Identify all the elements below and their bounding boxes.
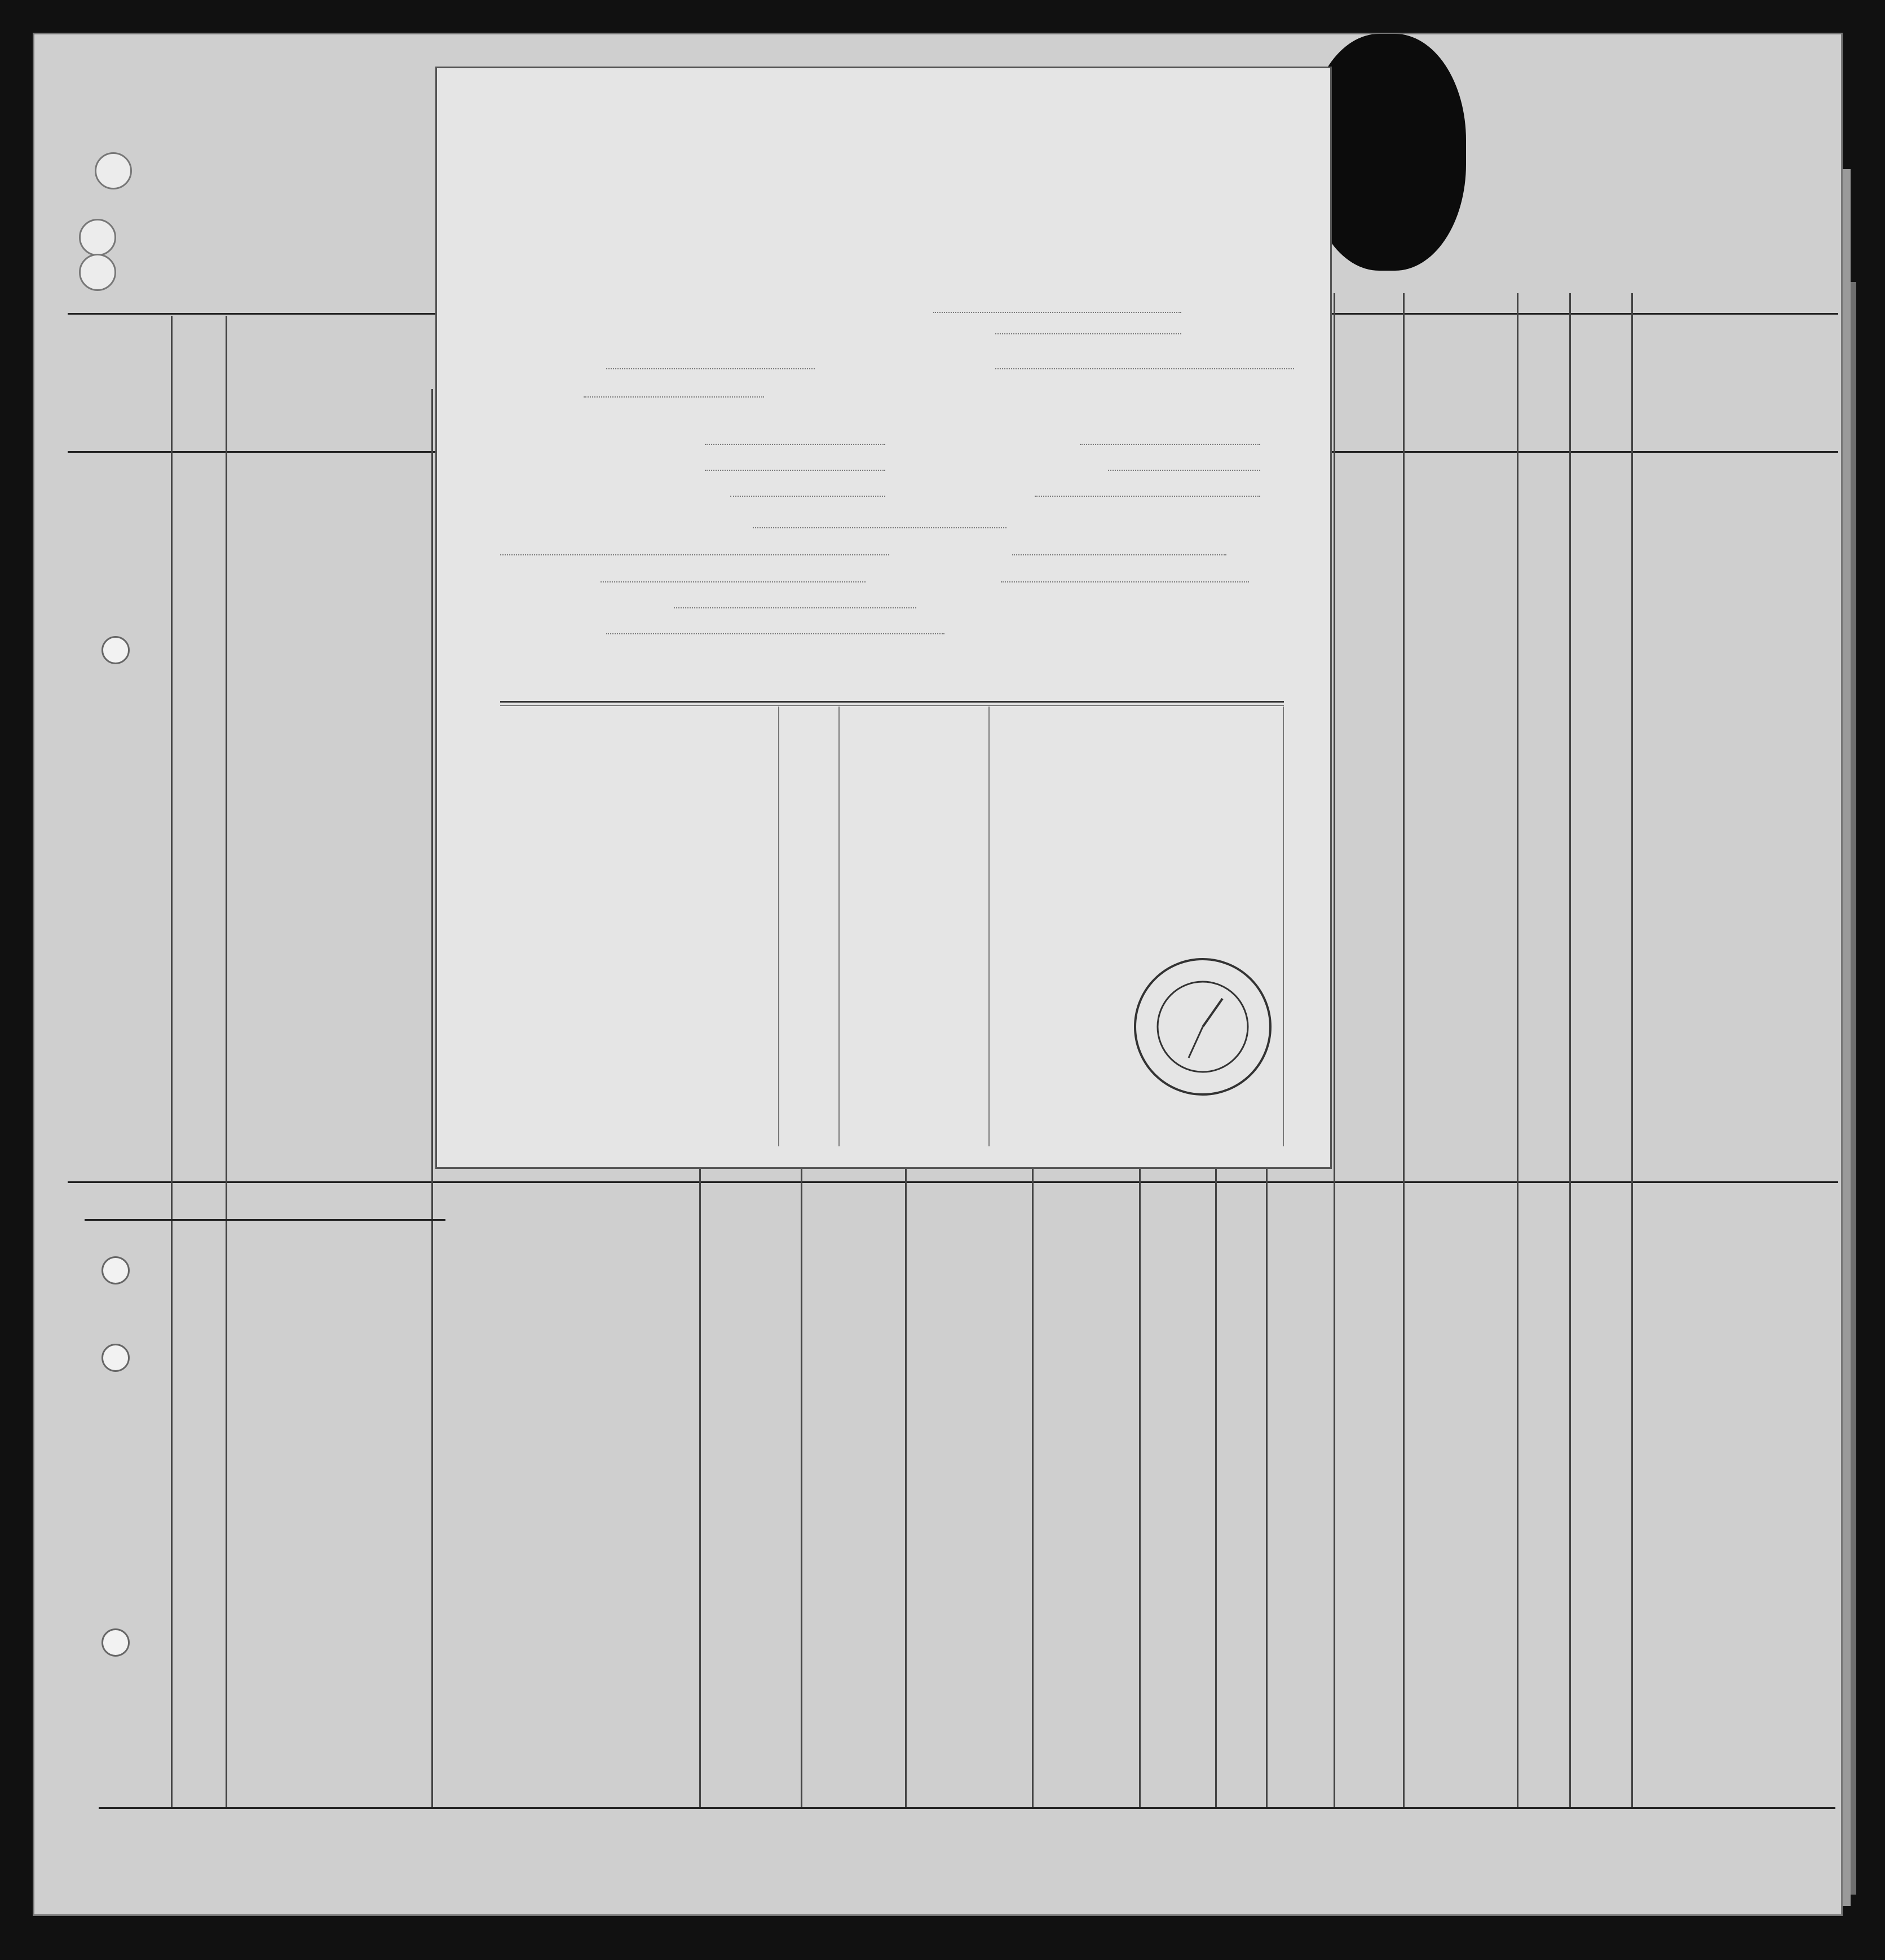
page-edge: [1843, 169, 1851, 1906]
immigration-stamp: [1124, 931, 1299, 1111]
col-rule: [699, 1169, 701, 1807]
col-rule: [905, 1169, 907, 1807]
col-rule: [1569, 293, 1571, 1807]
binder-hole: [101, 1628, 130, 1657]
binder-hole: [79, 254, 116, 291]
seal-blot: [1308, 34, 1466, 271]
binder-hole: [101, 1344, 130, 1372]
table-mid-rule: [68, 1181, 1838, 1183]
col-rule: [1517, 293, 1518, 1807]
binder-hole: [101, 1256, 130, 1284]
col-rule: [1403, 293, 1405, 1807]
col-rule: [226, 316, 227, 1807]
col-rule: [801, 1169, 802, 1807]
strike-line: [85, 1219, 445, 1221]
page-edge-2: [1851, 282, 1856, 1895]
binder-hole: [95, 152, 132, 189]
col-rule: [1139, 1169, 1141, 1807]
table-bottom-rule: [99, 1807, 1835, 1809]
col-rule: [1631, 293, 1633, 1807]
col-rule: [1215, 1169, 1217, 1807]
binder-hole: [101, 636, 130, 664]
binder-hole: [79, 219, 116, 256]
col-rule: [171, 316, 173, 1807]
col-rule: [1266, 1169, 1268, 1807]
col-rule: [1334, 293, 1335, 1807]
col-rule: [1032, 1169, 1034, 1807]
col-rule: [431, 389, 433, 1807]
statement-form-overlay: [435, 67, 1332, 1169]
